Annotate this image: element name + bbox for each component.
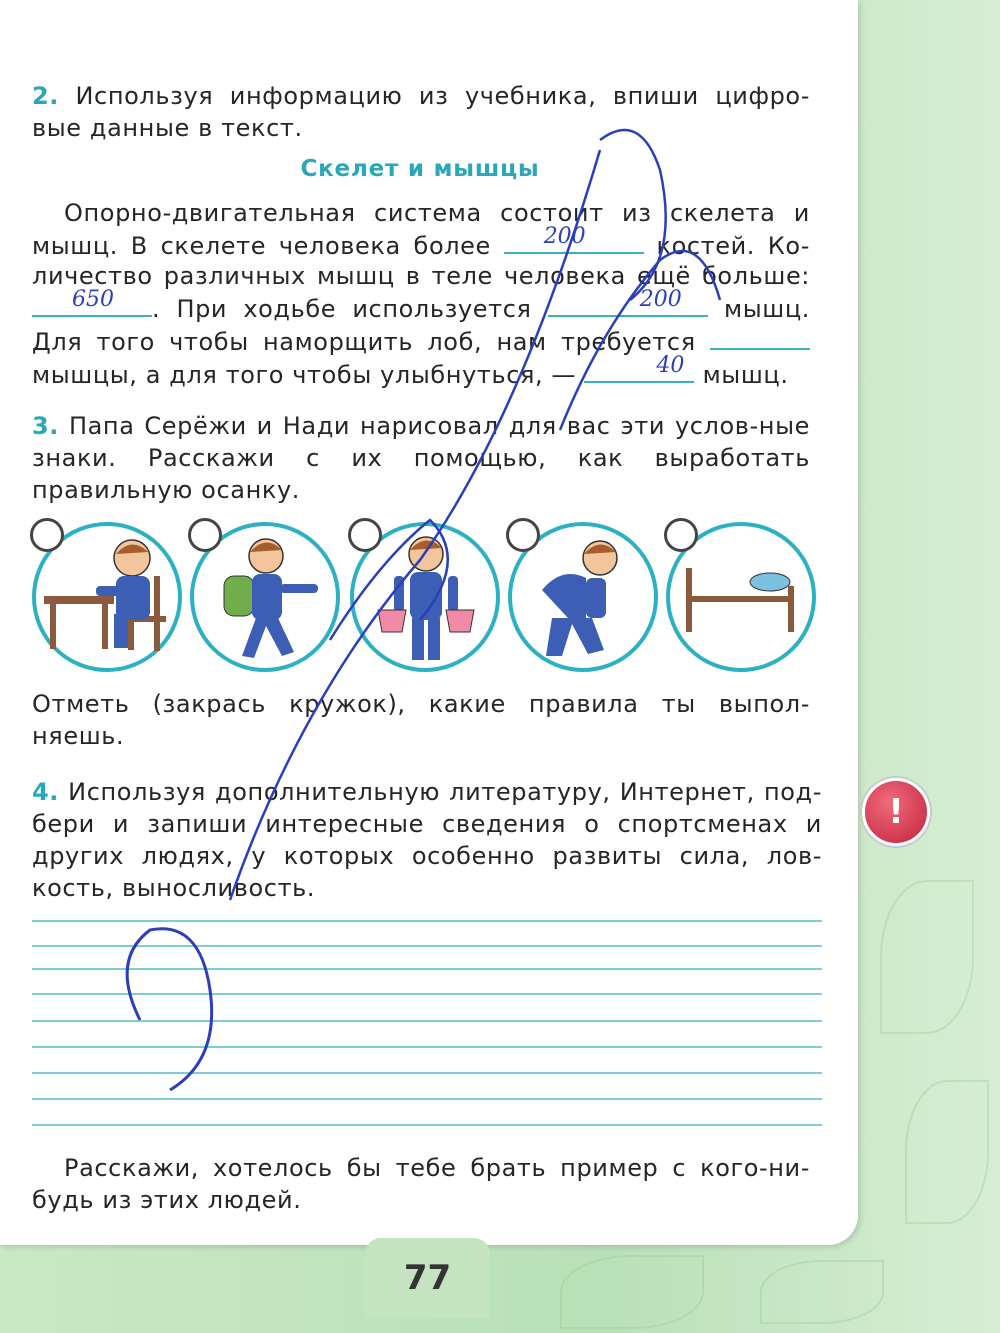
- task3-instruction: Папа Серёжи и Нади нарисовал для вас эти услов-ные знаки. Расскажи с их помощью, как выработать правильную осанку.: [32, 412, 810, 504]
- text-part-6: мышц.: [702, 361, 789, 389]
- handwritten-answer-3: 200: [639, 287, 682, 312]
- text-part-2: костей. Ко-личество различных мышц в теле человека ещё больше:: [32, 232, 810, 290]
- task4-closing: Расскажи, хотелось бы тебе брать пример с кого-ни-будь из этих людей.: [32, 1154, 810, 1214]
- task2-title: Скелет и мышцы: [300, 156, 540, 182]
- task4-number: 4.: [32, 778, 60, 806]
- text-part-1: Опорно-двигательная система состоит из скелета и мышц. В скелете человека более: [32, 199, 810, 260]
- task4-instruction: Используя дополнительную литературу, Интернет, под-бери и запиши интересные сведения о спортсменах и других людях, у которых особенно развиты сила, лов-кость, выносливость.: [32, 778, 822, 902]
- task3-followup: Отметь (закрась кружок), какие правила ты выпол-няешь.: [32, 690, 810, 750]
- task2-number: 2.: [32, 82, 60, 110]
- handwritten-answer-1: 200: [543, 224, 586, 249]
- exclamation-icon: !: [862, 778, 930, 846]
- handwritten-answer-5: 40: [656, 353, 685, 378]
- text-part-5: мышцы, а для того чтобы улыбнуться, —: [32, 361, 577, 389]
- task2-instruction: Используя информацию из учебника, впиши цифро-вые данные в текст.: [32, 82, 810, 142]
- task3-number: 3.: [32, 412, 60, 440]
- handwritten-answer-2: 650: [72, 287, 114, 312]
- text-part-3: . При ходьбе используется: [152, 295, 532, 323]
- text-part-4: мышц. Для того чтобы наморщить лоб, нам требуется: [32, 295, 811, 356]
- page-number: 77: [365, 1238, 490, 1318]
